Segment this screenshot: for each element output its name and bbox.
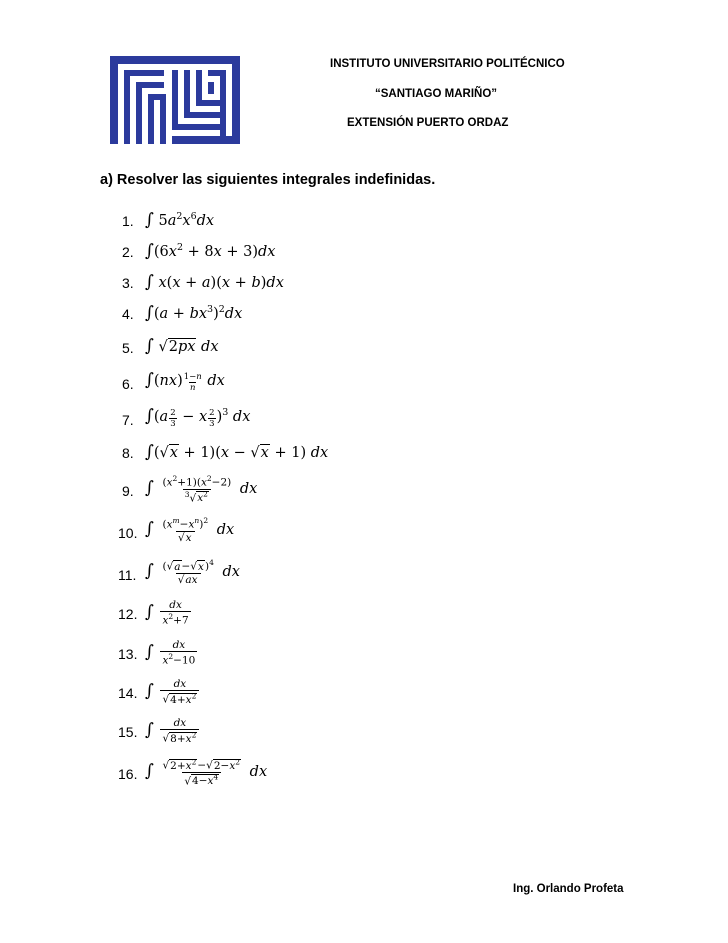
item-number: 15.: [118, 724, 138, 740]
integral-14: ∫ $\frac{dx}{√4+x^2}$: [145, 678, 201, 706]
section-heading: a) Resolver las siguientes integrales indefinidas.: [100, 172, 436, 188]
integral-13: ∫ $\frac{dx}{x^2-10}$: [145, 639, 196, 667]
header-line-1: INSTITUTO UNIVERSITARIO POLITÉCNICO: [330, 58, 565, 70]
integral-9: ∫ $\frac{(x^2+1)(x^2-2)}{^3√x^2}$ dx: [145, 474, 258, 504]
integral-8: ∫(√x + 1)(x − √x + 1) dx: [145, 442, 329, 462]
item-number: 10.: [118, 525, 138, 541]
integral-11: ∫ $\frac{(√a-√x)^4}{√ax}$ dx: [145, 558, 240, 586]
item-number: 13.: [118, 646, 138, 662]
institute-logo: [110, 56, 240, 144]
item-number: 14.: [118, 685, 138, 701]
item-number: 4.: [122, 306, 134, 322]
integral-6: ∫(nx) $\frac{1-n}{n}$ dx: [145, 370, 225, 394]
item-number: 2.: [122, 244, 134, 260]
integral-5: ∫ √2px dx: [145, 336, 219, 356]
author-signature: Ing. Orlando Profeta: [513, 883, 624, 895]
integral-4: $\int(a + bx^3)^2dx$: [145, 303, 243, 323]
item-number: 7.: [122, 412, 134, 428]
integral-12: ∫ $\frac{dx}{x^2+7}$: [145, 599, 189, 627]
header-line-3: EXTENSIÓN PUERTO ORDAZ: [347, 117, 509, 129]
integral-10: ∫ $\frac{(x^m-x^n)^2}{√x}$ dx: [145, 516, 235, 544]
integral-1: ∫ $5a^2x^6dx$: [145, 210, 215, 230]
item-number: 3.: [122, 275, 134, 291]
item-number: 5.: [122, 340, 134, 356]
item-number: 9.: [122, 483, 134, 499]
item-number: 6.: [122, 376, 134, 392]
header-line-2: “SANTIAGO MARIÑO”: [375, 88, 498, 100]
item-number: 16.: [118, 766, 138, 782]
integral-2: $\int(6x^2 + 8x + 3)dx$: [145, 241, 276, 261]
integral-15: ∫ $\frac{dx}{√8+x^2}$: [145, 717, 201, 745]
integral-7: ∫(a $\frac{2}{3}$ − x $\frac{2}{3}$ )$^3$ dx: [145, 406, 251, 430]
item-number: 12.: [118, 606, 138, 622]
item-number: 11.: [118, 567, 137, 583]
item-number: 1.: [122, 213, 134, 229]
integral-16: ∫ $\frac{√2+x^2-√2-x^2}{√4-x^4}$ dx: [145, 757, 268, 787]
integral-3: ∫ x(x + a)(x + b)dx: [145, 272, 284, 292]
item-number: 8.: [122, 445, 134, 461]
